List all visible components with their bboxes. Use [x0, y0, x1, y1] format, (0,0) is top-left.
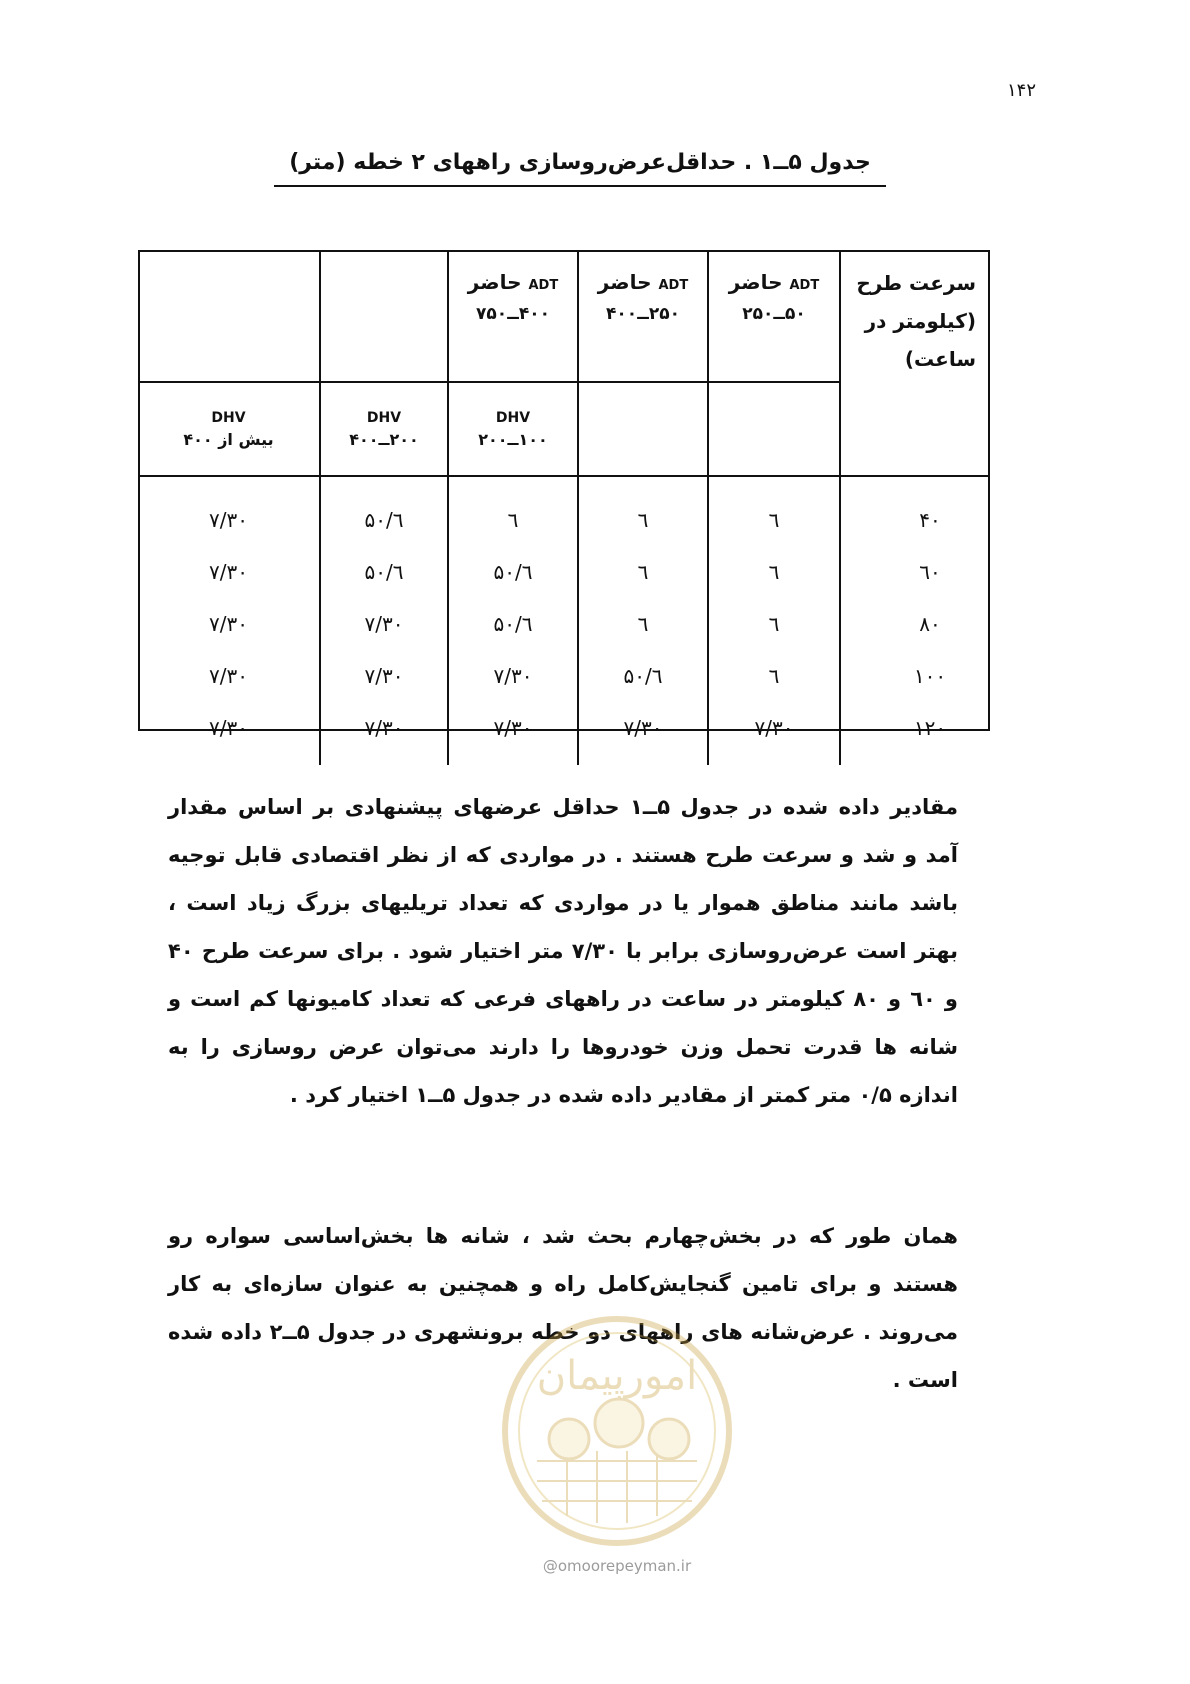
table-title-block [274, 150, 886, 187]
table-cell: ۷/۳۰ [209, 664, 248, 688]
table-cell: ٦ [578, 546, 708, 598]
table-cell: ۷/۳۰ [320, 702, 448, 765]
table-cell: ۷/۳۰ [209, 716, 248, 740]
adt-header-2: ADT حاضر ۲۵۰ــ۴۰۰ [578, 250, 708, 382]
dhv-header-1: DHV ۱۰۰ــ۲۰۰ [448, 382, 578, 476]
table-cell: ۷/۳۰ [320, 650, 448, 702]
watermark-text: @omoorepeyman.ir [542, 1557, 692, 1575]
speed-cell: ۱۲۰ [840, 702, 990, 765]
table-cell: ۷/۳۰ [448, 650, 578, 702]
table-cell: ٦ [708, 546, 840, 598]
body-paragraph-2: همان طور که در بخش‌چهارم بحث شد ، شانه ها بخش‌اساسی سواره رو هستند و برای تامین گنجایش‌کامل راه و همچنین به عنوان سازه‌ای به کار می‌روند . عرض‌شانه های راههای دو خطه برونشهری در جدول ۵ــ۲ داده شده است . [168, 1224, 958, 1392]
min-pavement-width-table [138, 250, 990, 765]
speed-cell: ۴۰ [840, 476, 990, 546]
table-cell: ٦/۵۰ [448, 546, 578, 598]
table-cell: ۷/۳۰ [209, 612, 248, 636]
table-row [138, 650, 990, 702]
table-cell: ٦/۵۰ [448, 598, 578, 650]
table-row [138, 546, 990, 598]
dhv-header-2: DHV ۲۰۰ــ۴۰۰ [320, 382, 448, 476]
table-cell: ٦/۵۰ [578, 650, 708, 702]
adt-header-1: ADT حاضر ۵۰ــ۲۵۰ [708, 250, 840, 382]
adt-header-3: ADT حاضر ۴۰۰ــ۷۵۰ [448, 250, 578, 382]
table-cell: ۷/۳۰ [448, 702, 578, 765]
speed-cell: ۸۰ [840, 598, 990, 650]
seal-text: امورپیمان [536, 1353, 698, 1399]
table-title: جدول ۵ــ۱ . حداقل‌عرض‌روسازی راههای ۲ خطه (متر) [289, 150, 871, 175]
table-body [138, 476, 990, 765]
title-underline [274, 185, 886, 187]
table-row [138, 476, 990, 546]
table-cell: ٦ [578, 476, 708, 546]
adt-header-empty-1 [320, 250, 448, 382]
page-number: ۱۴۲ [1007, 80, 1037, 101]
dhv-header-empty-2 [578, 382, 708, 476]
table-cell: ٦ [578, 598, 708, 650]
watermark-seal-icon [497, 1311, 737, 1551]
speed-cell: ۱۰۰ [840, 650, 990, 702]
table-cell: ۷/۳۰ [209, 560, 248, 584]
table-cell: ٦ [448, 476, 578, 546]
table-header [138, 250, 990, 476]
adt-header-empty-2 [138, 250, 320, 382]
table-cell: ٦ [708, 476, 840, 546]
speed-cell: ٦۰ [840, 546, 990, 598]
table-cell: ۷/۳۰ [209, 508, 248, 532]
table-cell: ٦/۵۰ [320, 476, 448, 546]
table-cell: ٦/۵۰ [320, 546, 448, 598]
table-cell: ۷/۳۰ [320, 598, 448, 650]
table-cell: ٦ [708, 650, 840, 702]
table-cell: ٦ [708, 598, 840, 650]
table-row [138, 702, 990, 765]
table-row [138, 598, 990, 650]
table-cell: ۷/۳۰ [578, 702, 708, 765]
dhv-header-3: DHV بیش از ۴۰۰ [183, 409, 274, 449]
table-cell: ۷/۳۰ [708, 702, 840, 765]
body-paragraph-1: مقادیر داده شده در جدول ۵ــ۱ حداقل عرضهای پیشنهادی بر اساس مقدار آمد و شد و سرعت طرح هستند . در مواردی که از نظر اقتصادی قابل توجیه باشد مانند مناطق هموار یا در مواردی که تعداد تریلیهای بزرگ زیاد است ، بهتر است عرض‌روسازی برابر با ۷/۳۰ متر اختیار شود . برای سرعت طرح ۴۰ و ٦۰ و ۸۰ کیلومتر در ساعت در راههای فرعی که تعداد کامیونها کم است و شانه ها قدرت تحمل وزن خودروها را دارند می‌توان عرض روسازی را به اندازه ۰/۵ متر کمتر از مقادیر داده شده در جدول ۵ــ۱ اختیار کرد . [168, 795, 959, 1107]
speed-header: سرعت طرح (کیلومتر در ساعت) [840, 250, 990, 476]
dhv-header-empty-1 [708, 382, 840, 476]
